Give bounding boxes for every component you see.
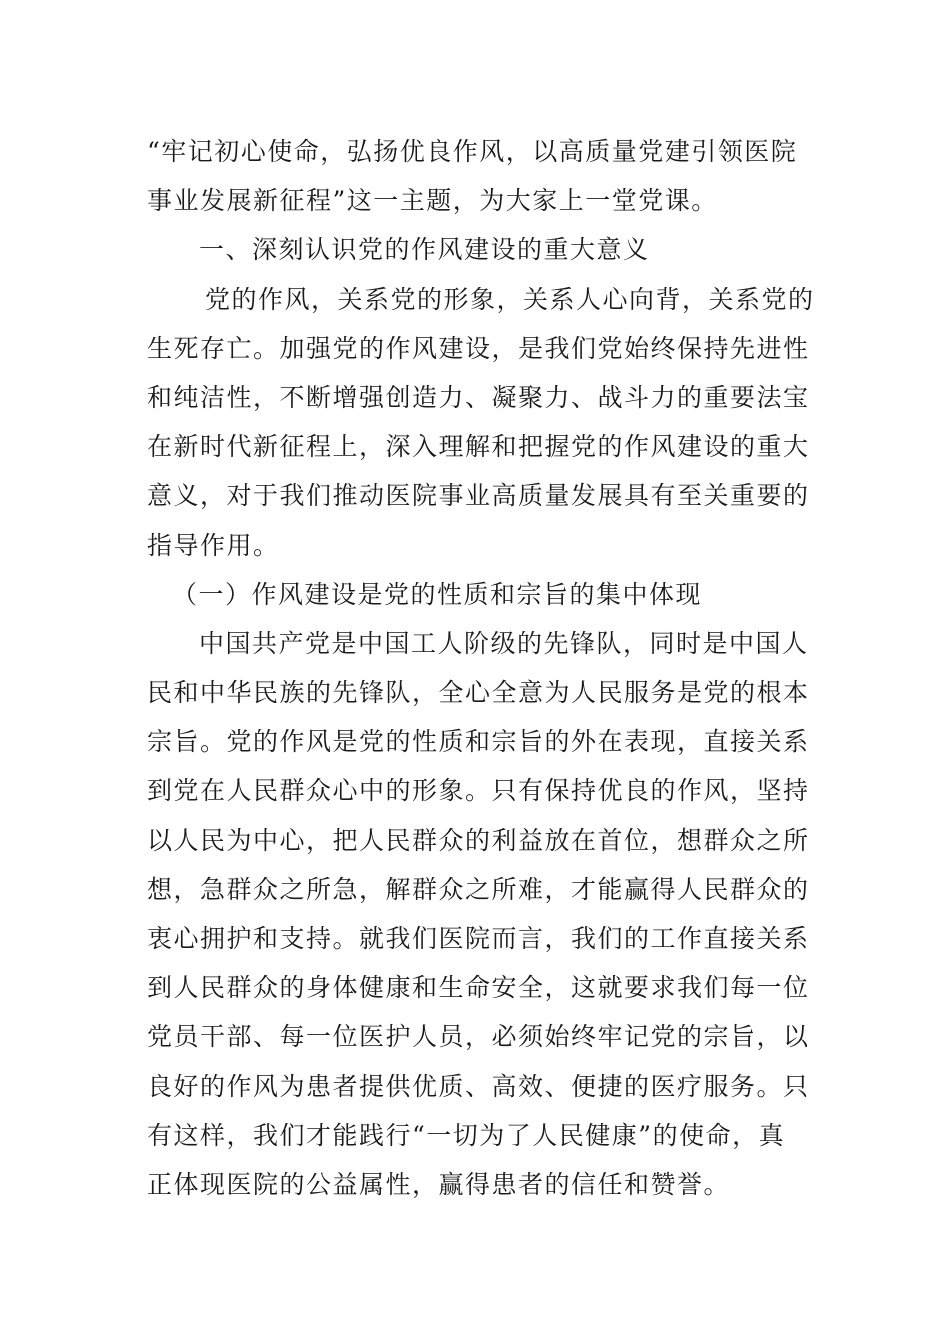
body-line: 党员干部、每一位医护人员，必须始终牢记党的宗旨，以 bbox=[147, 1022, 810, 1052]
body-line: 良好的作风为患者提供优质、高效、便捷的医疗服务。只 bbox=[147, 1071, 810, 1101]
body-line: 宗旨。党的作风是党的性质和宗旨的外在表现，直接关系 bbox=[147, 727, 810, 757]
body-line: 在新时代新征程上，深入理解和把握党的作风建设的重大 bbox=[147, 432, 810, 462]
body-line: 指导作用。 bbox=[147, 530, 280, 560]
section-heading: 一、深刻认识党的作风建设的重大意义 bbox=[199, 235, 650, 265]
body-line: 到党在人民群众心中的形象。只有保持优良的作风，坚持 bbox=[147, 776, 810, 806]
body-line: 正体现医院的公益属性，赢得患者的信任和赞誉。 bbox=[147, 1169, 731, 1199]
body-line: 和纯洁性，不断增强创造力、凝聚力、战斗力的重要法宝 bbox=[147, 382, 810, 412]
body-line: 生死存亡。加强党的作风建设，是我们党始终保持先进性 bbox=[147, 333, 810, 363]
body-line: 有这样，我们才能践行“一切为了人民健康”的使命，真 bbox=[147, 1120, 786, 1150]
body-line: 衷心拥护和支持。就我们医院而言，我们的工作直接关系 bbox=[147, 924, 810, 953]
body-line: 事业发展新征程”这一主题，为大家上一堂党课。 bbox=[147, 186, 718, 216]
subsection-heading: （一）作风建设是党的性质和宗旨的集中体现 bbox=[172, 579, 703, 609]
paragraph-first-line: 党的作风，关系党的形象，关系人心向背，关系党的 bbox=[205, 284, 815, 314]
body-line: “牢记初心使命，弘扬优良作风，以高质量党建引领医院 bbox=[147, 137, 798, 166]
document-body bbox=[147, 127, 817, 1209]
body-line: 想，急群众之所急，解群众之所难，才能赢得人民群众的 bbox=[147, 874, 810, 904]
body-line: 以人民为中心，把人民群众的利益放在首位，想群众之所 bbox=[147, 825, 810, 855]
body-line: 意义，对于我们推动医院事业高质量发展具有至关重要的 bbox=[147, 481, 810, 511]
body-line: 到人民群众的身体健康和生命安全，这就要求我们每一位 bbox=[147, 973, 810, 1003]
paragraph-first-line: 中国共产党是中国工人阶级的先锋队，同时是中国人 bbox=[199, 628, 809, 658]
body-line: 民和中华民族的先锋队，全心全意为人民服务是党的根本 bbox=[147, 678, 810, 708]
